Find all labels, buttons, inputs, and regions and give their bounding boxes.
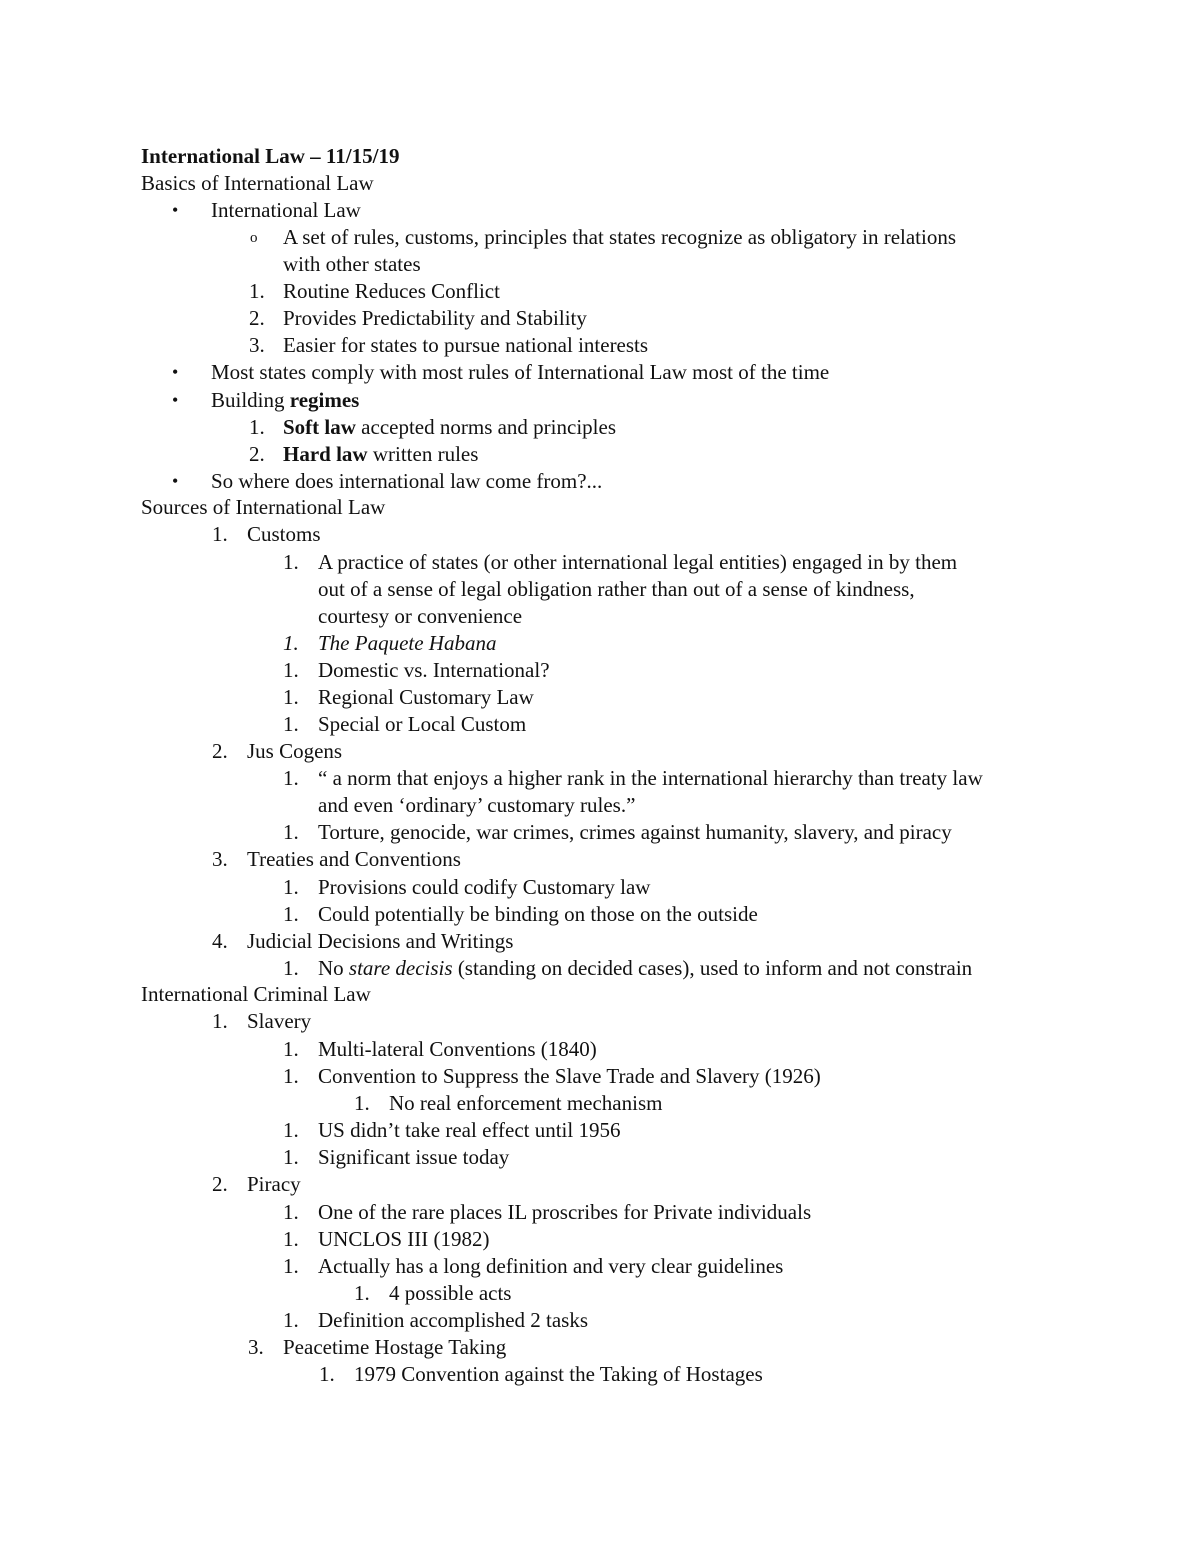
list-number: 4. [212,929,228,953]
italic-term: stare decisis [348,956,453,980]
list-item-text: Provides Predictability and Stability [283,306,587,330]
bullet-marker: • [172,471,179,491]
list-number: 1. [283,658,299,682]
sub-item-continuation: with other states [283,252,421,276]
list-item-text: Regional Customary Law [318,685,534,709]
list-number: 1. [283,1064,299,1088]
sub-item [0,224,1200,251]
list-item-text: Customs [247,522,321,546]
text-run: (standing on decided cases), used to inform and not constrain [452,956,973,980]
list-item [0,549,1200,576]
list-item-text: Slavery [247,1009,312,1033]
list-item-text: Multi-lateral Conventions (1840) [318,1037,597,1061]
list-item [0,1117,1200,1144]
list-item-text: Provisions could codify Customary law [318,875,651,899]
list-item [0,1334,1200,1361]
list-item-continuation: and even ‘ordinary’ customary rules.” [318,793,636,817]
list-number: 1. [354,1281,370,1305]
bullet-marker: • [172,362,179,382]
list-number: 3. [212,847,228,871]
bullet-marker: • [172,390,179,410]
list-item [0,955,1200,982]
list-item [0,657,1200,684]
list-item-text: 1979 Convention against the Taking of Hostages [354,1362,763,1386]
list-number: 1. [249,279,265,303]
bold-term: regimes [289,388,360,412]
list-number: 2. [249,306,265,330]
list-item-text: Convention to Suppress the Slave Trade and Slavery (1926) [318,1064,821,1088]
text-run: No [318,956,349,980]
list-item-text: Domestic vs. International? [318,658,550,682]
list-item [0,1199,1200,1226]
list-item [0,819,1200,846]
list-item [0,1036,1200,1063]
list-item [0,305,1200,332]
list-item-text: A practice of states (or other international legal entities) engaged in by them [318,550,958,574]
list-number: 2. [249,442,265,466]
circle-marker: o [250,230,258,246]
list-item-text: Jus Cogens [247,739,343,763]
bullet-item [0,197,1200,224]
bold-term: Soft law [283,415,356,439]
list-item [0,928,1200,955]
bullet-text [211,387,359,414]
bullet-item [0,359,1200,386]
list-number: 1. [283,902,299,926]
list-number: 1. [283,1200,299,1224]
list-item [0,738,1200,765]
bullet-text: International Law [211,198,361,222]
list-number: 1. [283,631,299,655]
bullet-item [0,387,1200,414]
list-number: 1. [283,1037,299,1061]
list-item [0,1171,1200,1198]
list-item-continuation: courtesy or convenience [318,604,523,628]
list-item-text: Significant issue today [318,1145,510,1169]
list-number: 1. [319,1362,335,1386]
list-item-text: Treaties and Conventions [247,847,461,871]
list-item-text: No real enforcement mechanism [389,1091,663,1115]
list-number: 1. [212,522,228,546]
bullet-item [0,468,1200,495]
text-run: written rules [367,442,479,466]
list-item-text: Peacetime Hostage Taking [283,1335,507,1359]
list-item-text: One of the rare places IL proscribes for Private individuals [318,1200,812,1224]
list-item-text: Special or Local Custom [318,712,527,736]
section-heading-criminal: International Criminal Law [141,982,371,1006]
list-item-text: US didn’t take real effect until 1956 [318,1118,621,1142]
list-item [0,521,1200,548]
list-item-text: “ a norm that enjoys a higher rank in the international hierarchy than treaty law [318,766,983,790]
section-heading-basics: Basics of International Law [141,171,374,195]
list-item-text: Torture, genocide, war crimes, crimes against humanity, slavery, and piracy [318,820,952,844]
list-item [0,441,1200,468]
list-number: 2. [212,739,228,763]
list-item-text: Definition accomplished 2 tasks [318,1308,589,1332]
list-number: 1. [354,1091,370,1115]
list-item [0,630,1200,657]
list-item-text: Actually has a long definition and very clear guidelines [318,1254,784,1278]
list-number: 1. [283,875,299,899]
list-item-text: UNCLOS III (1982) [318,1227,490,1251]
doc-title: International Law – 11/15/19 [141,144,400,168]
list-item [0,684,1200,711]
list-item [0,846,1200,873]
section-heading-sources: Sources of International Law [141,495,386,519]
list-number: 1. [283,1118,299,1142]
bullet-marker: • [172,200,179,220]
list-number: 1. [283,550,299,574]
list-number: 1. [283,1227,299,1251]
bold-term: Hard law [283,442,368,466]
text-run: accepted norms and principles [355,415,616,439]
list-item [0,1008,1200,1035]
list-item [0,1144,1200,1171]
list-item [0,1063,1200,1090]
list-item [0,1361,1200,1388]
list-item-text [283,441,478,468]
list-number: 3. [249,333,265,357]
list-number: 1. [283,1145,299,1169]
list-item-continuation: out of a sense of legal obligation rather than out of a sense of kindness, [318,577,915,601]
list-item [0,901,1200,928]
text-run: Building [211,388,290,412]
list-item-text: Judicial Decisions and Writings [247,929,514,953]
list-number: 1. [283,956,299,980]
list-number: 1. [283,685,299,709]
list-item [0,1090,1200,1117]
list-number: 1. [283,766,299,790]
list-item [0,1253,1200,1280]
case-name: The Paquete Habana [318,631,497,655]
sub-item-text: A set of rules, customs, principles that states recognize as obligatory in relations [283,225,957,249]
list-item [0,278,1200,305]
list-item-text: Routine Reduces Conflict [283,279,500,303]
list-item-text: Piracy [247,1172,301,1196]
list-number: 2. [212,1172,228,1196]
list-number: 1. [283,1308,299,1332]
list-item-text: 4 possible acts [389,1281,512,1305]
list-number: 3. [248,1335,264,1359]
list-item [0,1280,1200,1307]
list-item [0,1307,1200,1334]
list-item [0,414,1200,441]
list-item [0,874,1200,901]
list-item [0,1226,1200,1253]
list-item-text: Easier for states to pursue national interests [283,333,649,357]
list-item [0,332,1200,359]
list-number: 1. [249,415,265,439]
list-item-text [318,955,972,982]
bullet-text: So where does international law come from?... [211,469,603,493]
list-number: 1. [283,1254,299,1278]
list-number: 1. [212,1009,228,1033]
list-number: 1. [283,820,299,844]
bullet-text: Most states comply with most rules of International Law most of the time [211,360,830,384]
list-number: 1. [283,712,299,736]
list-item [0,765,1200,792]
list-item [0,711,1200,738]
list-item-text [283,414,616,441]
list-item-text: Could potentially be binding on those on the outside [318,902,758,926]
